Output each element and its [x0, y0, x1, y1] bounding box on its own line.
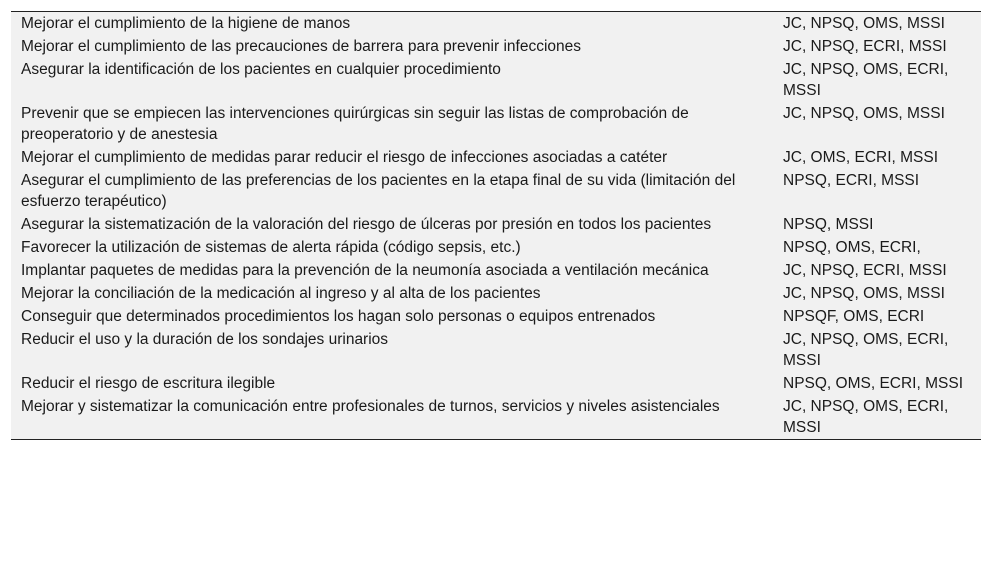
objective-cell: Mejorar el cumplimiento de la higiene de manos: [21, 15, 351, 32]
objective-cell: Conseguir que determinados procedimientos los hagan solo personas o equipos entrenados: [21, 308, 656, 325]
table-row: [11, 328, 981, 372]
objective-cell: Implantar paquetes de medidas para la prevención de la neumonía asociada a ventilación mecánica: [21, 262, 709, 279]
sources-cell: JC, NPSQ, OMS, MSSI: [783, 105, 945, 122]
sources-cell: NPSQ, ECRI, MSSI: [783, 172, 920, 189]
table-row: [11, 305, 981, 328]
objective-cell: Mejorar el cumplimiento de las precauciones de barrera para prevenir infecciones: [21, 38, 582, 55]
table-row: [11, 395, 981, 439]
objective-cell: Reducir el uso y la duración de los sondajes urinarios: [21, 331, 389, 348]
table-row: [11, 259, 981, 282]
objective-cell: Reducir el riesgo de escritura ilegible: [21, 375, 276, 392]
table-row: [11, 12, 981, 35]
objective-cell: Asegurar la sistematización de la valoración del riesgo de úlceras por presión en todos los pacientes: [21, 216, 712, 233]
table-row: [11, 58, 981, 102]
table-row: [11, 146, 981, 169]
sources-cell: JC, NPSQ, OMS, ECRI, MSSI: [783, 331, 949, 369]
table-row: [11, 35, 981, 58]
objective-cell: Mejorar y sistematizar la comunicación entre profesionales de turnos, servicios y niveles asistenciales: [21, 398, 720, 415]
objective-cell: Asegurar la identificación de los pacientes en cualquier procedimiento: [21, 61, 501, 78]
table-row: [11, 282, 981, 305]
sources-cell: JC, NPSQ, OMS, MSSI: [783, 285, 945, 302]
sources-cell: JC, NPSQ, OMS, ECRI, MSSI: [783, 61, 949, 99]
table-row: [11, 102, 981, 146]
sources-cell: NPSQF, OMS, ECRI: [783, 308, 925, 325]
objective-cell: Asegurar el cumplimiento de las preferencias de los pacientes en la etapa final de su vida (limitación del esfuerzo terapéutico): [21, 172, 736, 210]
objectives-table-container: [11, 11, 981, 440]
objective-cell: Favorecer la utilización de sistemas de alerta rápida (código sepsis, etc.): [21, 239, 521, 256]
sources-cell: JC, NPSQ, OMS, MSSI: [783, 15, 945, 32]
sources-cell: NPSQ, MSSI: [783, 216, 874, 233]
objective-cell: Mejorar el cumplimiento de medidas parar reducir el riesgo de infecciones asociadas a catéter: [21, 149, 668, 166]
objective-cell: Mejorar la conciliación de la medicación al ingreso y al alta de los pacientes: [21, 285, 541, 302]
sources-cell: JC, OMS, ECRI, MSSI: [783, 149, 939, 166]
sources-cell: JC, NPSQ, ECRI, MSSI: [783, 262, 947, 279]
sources-cell: NPSQ, OMS, ECRI,: [783, 239, 921, 256]
sources-cell: NPSQ, OMS, ECRI, MSSI: [783, 375, 963, 392]
table-row: [11, 213, 981, 236]
sources-cell: JC, NPSQ, OMS, ECRI, MSSI: [783, 398, 949, 436]
sources-cell: JC, NPSQ, ECRI, MSSI: [783, 38, 947, 55]
objectives-table: [11, 12, 981, 439]
table-row: [11, 372, 981, 395]
objective-cell: Prevenir que se empiecen las intervenciones quirúrgicas sin seguir las listas de comprobación de preoperatorio y de anestesia: [21, 105, 689, 143]
table-row: [11, 236, 981, 259]
table-row: [11, 169, 981, 213]
